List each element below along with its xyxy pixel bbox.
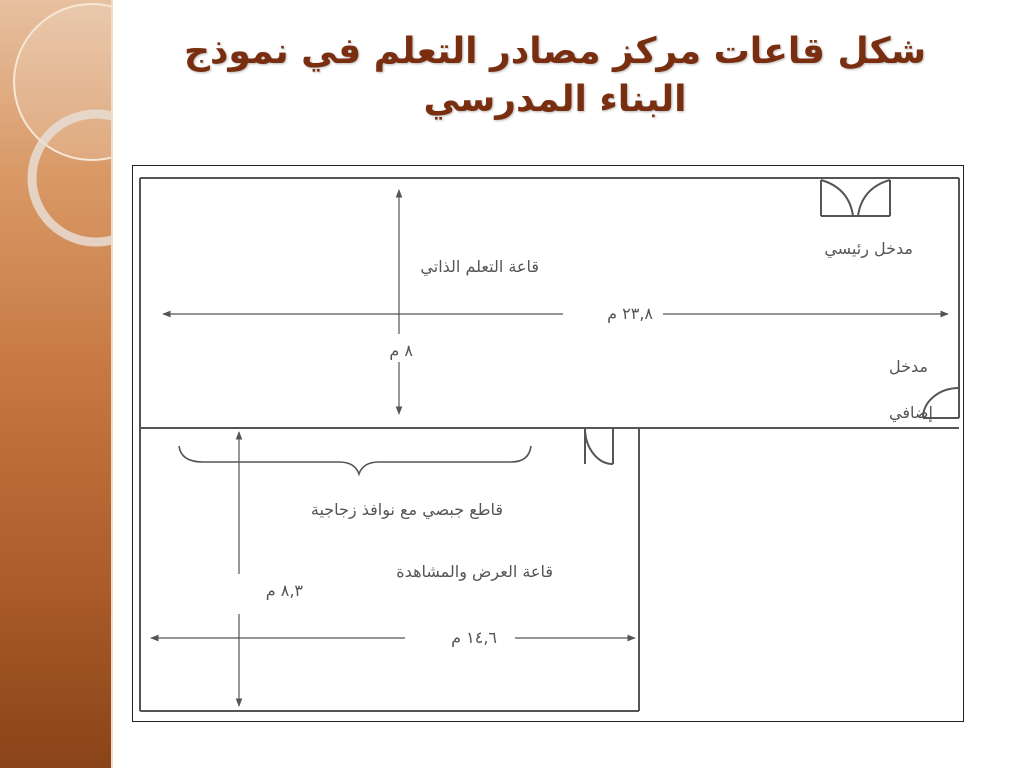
extra-entrance-label-1: مدخل — [889, 357, 928, 376]
top-width-label: ٢٣,٨ م — [607, 304, 653, 323]
floor-plan-frame — [132, 165, 964, 722]
bottom-height-label: ٨,٣ م — [265, 581, 303, 600]
floor-plan-drawing — [133, 166, 963, 721]
main-entrance-label: مدخل رئيسي — [824, 239, 913, 258]
title-line-1: شكل قاعات مركز مصادر التعلم في نموذج — [184, 31, 926, 72]
main-entrance-door-icon — [821, 180, 890, 216]
display-hall-label: قاعة العرض والمشاهدة — [396, 562, 553, 581]
decorative-circles — [0, 0, 113, 768]
display-hall-outline — [140, 428, 639, 711]
decorative-side-band — [0, 0, 113, 768]
partition-label: قاطع جبصي مع نوافذ زجاجية — [310, 500, 503, 519]
display-hall-door-icon — [585, 428, 613, 464]
band-edge — [111, 0, 113, 768]
extra-entrance-label-2: إضافي — [889, 403, 933, 422]
top-height-label: ٨ م — [389, 341, 413, 360]
title-line-2: البناء المدرسي — [423, 79, 687, 120]
large-circle-shape — [14, 4, 113, 160]
slide-title — [150, 28, 960, 124]
self-learning-hall-label: قاعة التعلم الذاتي — [420, 257, 539, 276]
partition-brace-shape — [179, 446, 531, 474]
bottom-width-label: ١٤,٦ م — [451, 628, 497, 647]
